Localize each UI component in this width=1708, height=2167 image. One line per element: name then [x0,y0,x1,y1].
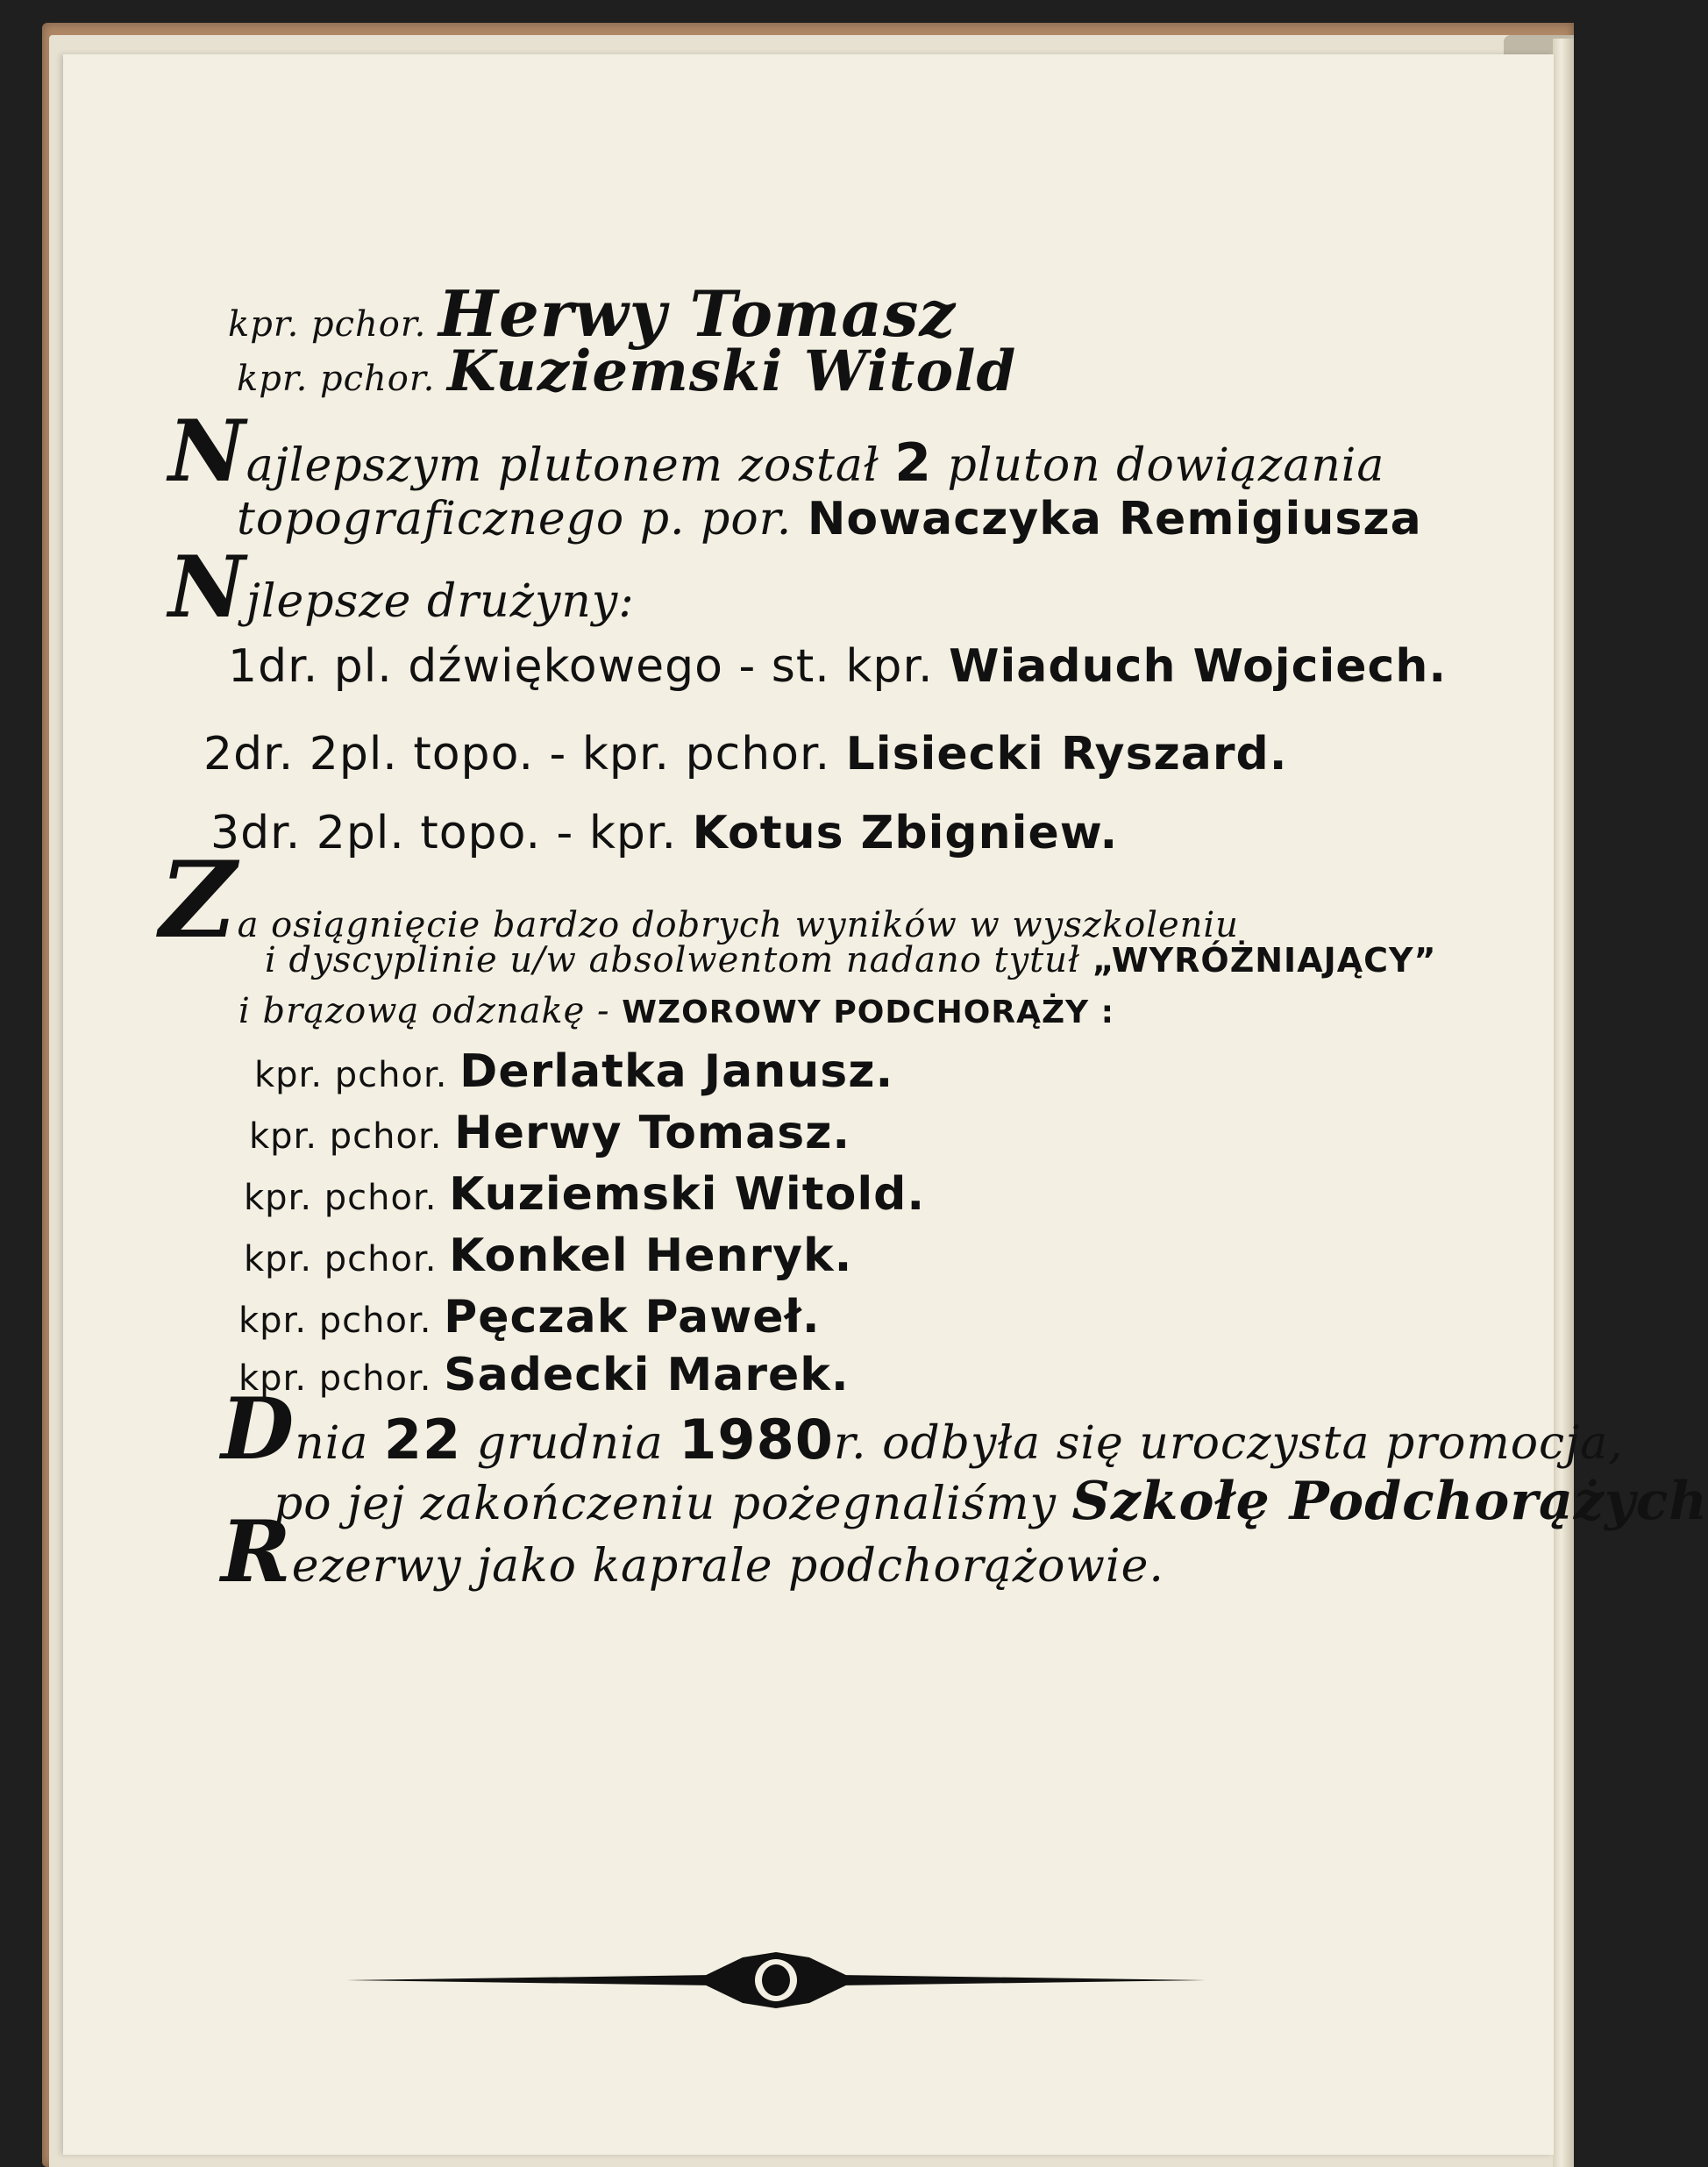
text: a osiągnięcie bardzo dobrych wyników w wyszkoleniu [237,905,1239,945]
leader-name: Wiaduch Wojciech. [949,640,1448,693]
rank-prefix: kpr. pchor. [238,1301,432,1341]
list-item [249,1107,850,1159]
text: po jej zakończeniu pożegnaliśmy [274,1478,1057,1530]
ornament-right-bar [829,1975,1206,1985]
text: topograficznego p. por. [237,493,793,545]
ornament-divider [346,1949,1206,2010]
text: ajlepszym plutonem został [246,439,879,492]
line-1 [228,276,957,351]
leader-name: Kotus Zbigniew. [692,807,1119,859]
initial-letter: R [221,1502,292,1601]
rank-prefix: kpr. pchor. [238,1358,432,1399]
initial-letter: N [168,402,246,501]
ornament-center-dot [762,1964,790,1996]
text: 2dr. 2pl. topo. - kpr. pchor. [203,728,831,781]
initial-letter: N [168,538,246,637]
text: r. odbyła się uroczysta promocja, [833,1417,1624,1470]
leader-name: Lisiecki Ryszard. [845,728,1288,781]
day-number: 22 [383,1408,462,1472]
officer-name: Nowaczyka Remigiusza [807,493,1422,545]
cadet-name: Kuziemski Witold [447,339,1017,404]
initial-letter: D [221,1379,295,1479]
rank-prefix: kpr. pchor. [249,1116,443,1157]
cadet-name: Kuziemski Witold. [449,1168,926,1221]
rank-prefix: kpr. pchor. [244,1178,438,1218]
cadet-name: Sadecki Marek. [444,1349,850,1401]
cadet-name: Herwy Tomasz. [454,1107,851,1159]
rank-prefix: kpr. pchor. [237,359,436,399]
cadet-name: Pęczak Paweł. [444,1291,821,1344]
text: 3dr. 2pl. topo. - kpr. [210,807,678,859]
text: i dyscyplinie u/w absolwentom nadano tytuł [265,940,1080,980]
line-7 [203,728,1288,781]
cadet-name: Derlatka Janusz. [459,1045,894,1098]
line-10 [265,940,1437,980]
text: grudnia [476,1417,664,1470]
line-4 [237,493,1422,545]
line-18 [221,1379,1624,1479]
badge-title: WZOROWY PODCHORĄŻY : [622,994,1115,1030]
line-6 [228,640,1447,693]
year-number: 1980 [679,1408,834,1472]
list-item [254,1045,893,1098]
rank-prefix: kpr. pchor. [254,1055,448,1095]
initial-letter: Z [160,838,238,962]
text: jlepsze drużyny: [246,575,635,628]
number: 2 [894,432,933,494]
text: ezerwy jako kaprale podchorążowie. [291,1540,1164,1593]
text: nia [295,1417,369,1470]
handwritten-text [63,54,1708,2155]
line-5 [168,538,635,637]
rank-prefix: kpr. pchor. [228,304,427,345]
list-item [244,1230,852,1282]
line-11 [238,991,1114,1031]
line-3 [168,402,1385,501]
document-page [63,54,1708,2155]
text: i brązową odznakę - [238,991,610,1031]
ornament-left-bar [346,1975,723,1985]
page-edge [1553,39,1574,2167]
text: pluton dowiązania [947,439,1385,492]
school-name: Szkołę Podchorążych [1071,1471,1708,1532]
list-item [238,1291,821,1344]
line-2 [237,339,1017,404]
text: 1dr. pl. dźwiękowego - st. kpr. [228,640,934,693]
title-award: „WYRÓŻNIAJĄCY” [1092,941,1437,980]
cadet-name: Herwy Tomasz [438,276,957,351]
cadet-name: Konkel Henryk. [449,1230,853,1282]
list-item [244,1168,925,1221]
rank-prefix: kpr. pchor. [244,1239,438,1280]
